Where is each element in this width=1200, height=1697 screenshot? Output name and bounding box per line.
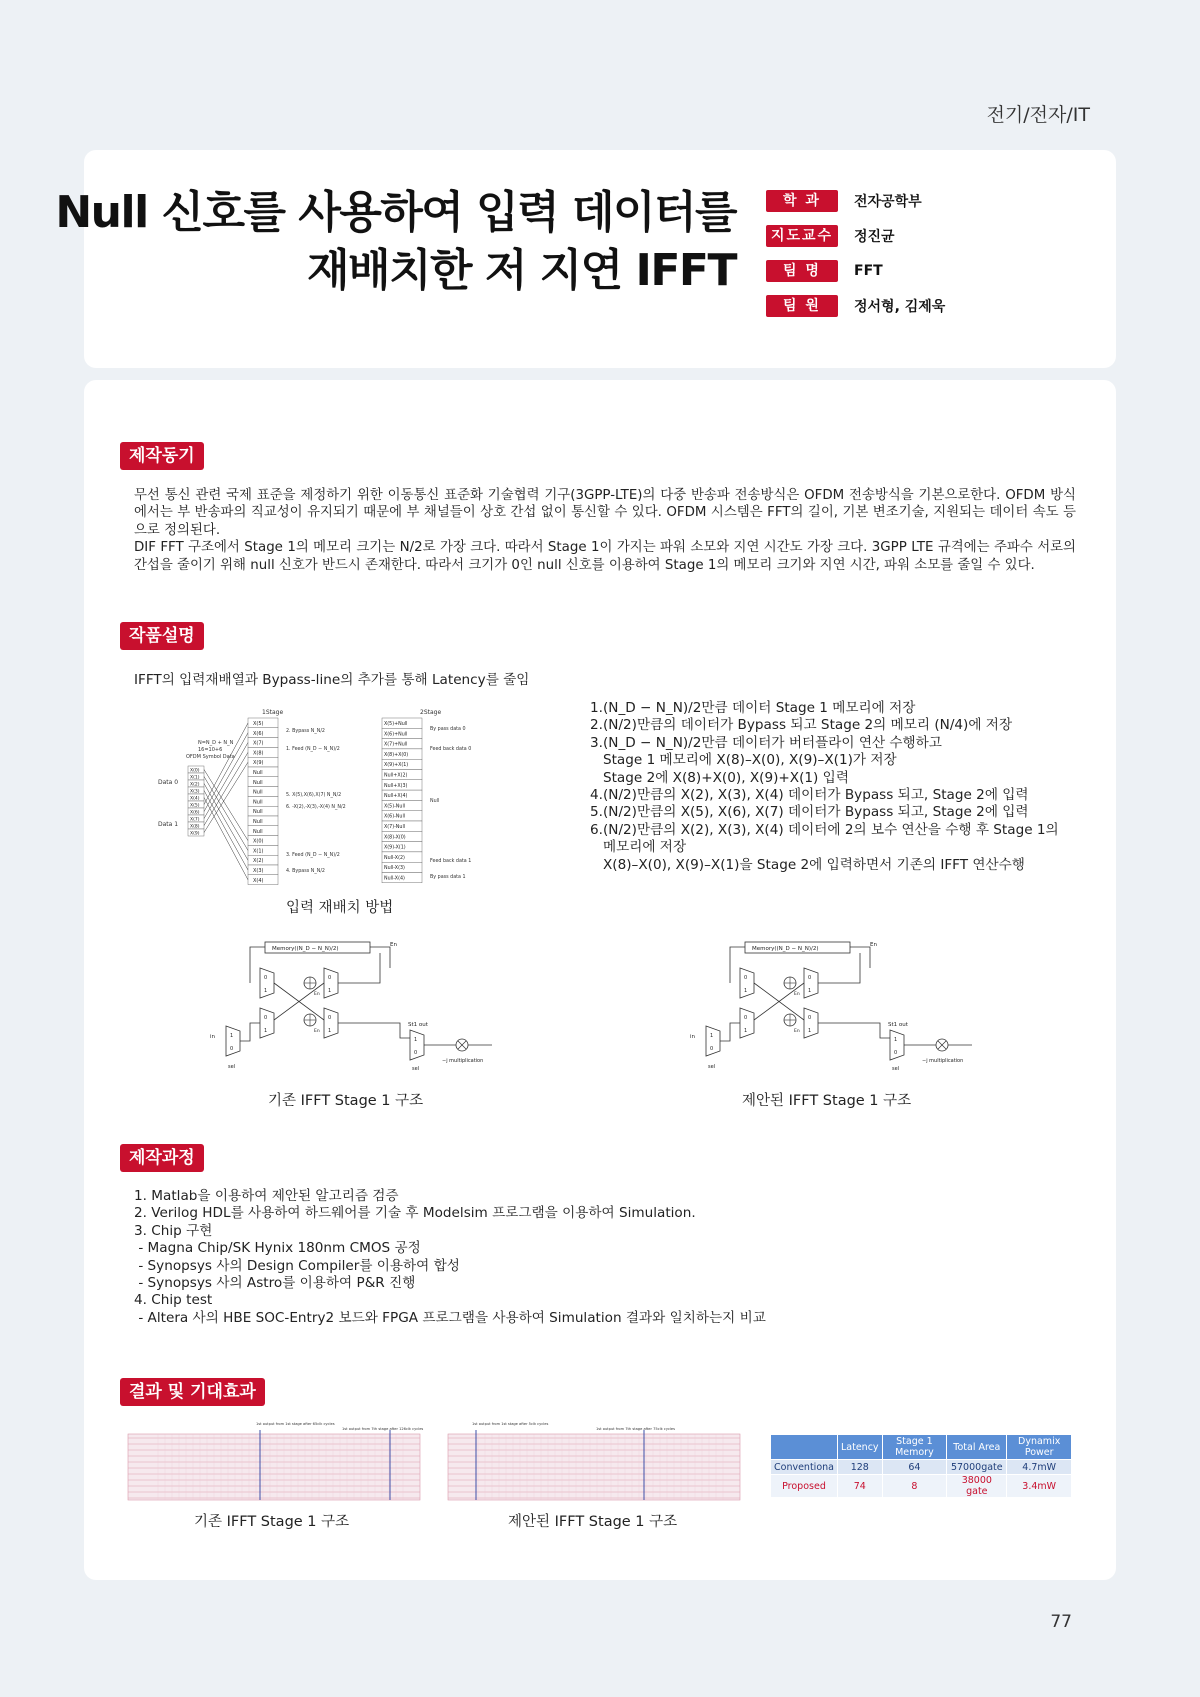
- wire: [338, 1023, 410, 1038]
- input-cell-text: X(4): [190, 796, 200, 802]
- right-note: Feed back data 1: [430, 859, 472, 864]
- table-cell: Conventiona: [771, 1460, 838, 1475]
- process-line: - Synopsys 사의 Design Compiler를 이용하여 합성: [134, 1257, 460, 1274]
- step-line: 3.(N_D − N_N)/2만큼 데이터가 버터플라이 연산 수행하고: [590, 734, 942, 751]
- process-line: 3. Chip 구현: [134, 1222, 213, 1239]
- mux-in-label: 1: [264, 988, 268, 994]
- stage1-cell-text: X(1): [253, 848, 264, 855]
- stage1-cell-text: X(4): [253, 877, 264, 884]
- mux-in-label: 0: [744, 1015, 748, 1021]
- en-small: En: [314, 992, 320, 997]
- stage1-cell-text: Null: [253, 770, 263, 776]
- stage2-cell-text: Null+X(3): [384, 783, 408, 789]
- wave1-caption: 기존 IFFT Stage 1 구조: [194, 1514, 350, 1530]
- mid-note: 4. Bypass N_N/2: [286, 869, 325, 874]
- table-row: [771, 1475, 1072, 1498]
- input-cell-text: X(0): [190, 768, 200, 774]
- stage2-cell-text: X(9)-X(1): [384, 845, 406, 851]
- data1-label: Data 1: [158, 821, 179, 828]
- mux-in-label: 1: [744, 1028, 748, 1034]
- mux-in-label: 1: [230, 1033, 234, 1039]
- st1-out-label: St1 out: [408, 1022, 428, 1028]
- mux-in-label: 1: [894, 1037, 898, 1043]
- page-title: [55, 184, 736, 300]
- reorder-caption: 입력 재배치 방법: [286, 900, 394, 916]
- stage1-cell-text: Null: [253, 819, 263, 825]
- conventional-stage1-diagram: [210, 938, 540, 1083]
- step-line: 1.(N_D − N_N)/2만큼 데이터 Stage 1 메모리에 저장: [590, 700, 916, 716]
- table-header: [771, 1435, 838, 1460]
- stage2-cell-text: X(8)+X(0): [384, 752, 409, 758]
- stage1-cell-text: X(0): [253, 838, 264, 845]
- motivation-text: [134, 487, 1076, 574]
- page-number: 77: [1050, 1612, 1072, 1632]
- stage2-cell-text: X(5)+Null: [384, 722, 408, 727]
- input-cell-text: X(7): [190, 817, 200, 823]
- mux-in-label: 0: [414, 1050, 418, 1056]
- mux-in-label: 0: [744, 975, 748, 981]
- mux-in-label: 0: [710, 1046, 714, 1052]
- table-header: Latency: [837, 1435, 882, 1460]
- st1-out-label: St1 out: [888, 1022, 908, 1028]
- title-line-1: Null 신호를 사용하여 입력 데이터를: [55, 187, 736, 238]
- mux-in-label: 0: [264, 975, 268, 981]
- stage2-cell-text: Null-X(3): [384, 866, 405, 872]
- input-cell-text: X(1): [190, 775, 200, 781]
- process-line: - Synopsys 사의 Astro를 이용하여 P&R 진행: [134, 1275, 416, 1292]
- table-cell: 128: [837, 1460, 882, 1475]
- stage2-cell-text: X(7)+Null: [384, 742, 408, 748]
- memory-label: Memory((N_D − N_N)/2): [272, 946, 339, 952]
- table-cell: 4.7mW: [1007, 1460, 1072, 1475]
- info-value: 정서형, 김제욱: [854, 299, 946, 315]
- input-cell-text: X(9): [190, 831, 200, 837]
- wire: [818, 953, 860, 983]
- table-row: [771, 1460, 1072, 1475]
- info-row-team-name: [766, 260, 945, 282]
- section-heading-motivation: 제작동기: [120, 442, 204, 470]
- stage2-cell-text: X(5)-Null: [384, 804, 406, 810]
- mux-in-label: 0: [230, 1046, 234, 1052]
- mux-in-label: 0: [328, 975, 332, 981]
- stage2-cell-text: X(7)-Null: [384, 825, 406, 830]
- description-intro-text: IFFT의 입력재배열과 Bypass-line의 추가를 통해 Latency를 줄임: [134, 672, 530, 688]
- info-label: 지도교수: [766, 225, 838, 247]
- input-cell-text: X(3): [190, 789, 200, 795]
- en-small: En: [794, 1029, 800, 1034]
- mux-in-label: 1: [328, 988, 332, 994]
- proposed-waveform: [448, 1420, 740, 1502]
- info-label: 팀 원: [766, 295, 838, 317]
- right-notes: [430, 726, 471, 880]
- step-line: 5.(N/2)만큼의 X(5), X(6), X(7) 데이터가 Bypass 되고, Stage 2에 입력: [590, 804, 1029, 821]
- stage1-cell-text: X(7): [253, 740, 264, 747]
- mult-label: −j multiplication: [442, 1058, 484, 1064]
- table-cell: 38000 gate: [947, 1475, 1007, 1498]
- mid-note: 1. Feed (N_D − N_N)/2: [286, 747, 340, 752]
- stage1-cell-text: Null: [253, 779, 263, 786]
- data0-label: Data 0: [158, 779, 179, 786]
- motivation-paragraph-1: 무선 통신 관련 국제 표준을 제정하기 위한 이동통신 표준화 기술협력 기구(3GPP-LTE)의 다중 반송파 전송방식은 OFDM 전송방식을 기본으로한다. OFDM 방식에서는 부 반송파의 직교성이 유지되기 때문에 부 채널들이 상호 간섭 없이 통신할 수 있다. OFDM 시스템은 FFT의 길이, 기본 변조기술, 지원되는 데이터 속도 등으로 정의된다.: [134, 488, 1076, 538]
- note-16: 16=10+6: [198, 747, 223, 753]
- proposed-stage1-diagram: [690, 938, 1020, 1083]
- conventional-caption: 기존 IFFT Stage 1 구조: [268, 1093, 424, 1109]
- wire: [720, 1023, 740, 1041]
- stage2-cell-text: Null+X(4): [384, 794, 408, 800]
- mux-in-label: 0: [808, 975, 812, 981]
- mux-in-label: 1: [264, 1028, 268, 1034]
- stage2-cell-text: Null-X(2): [384, 855, 405, 861]
- table-header: Dynamix Power: [1007, 1435, 1072, 1460]
- stage1-cell-text: X(9): [253, 760, 264, 767]
- step-line: Stage 2에 X(8)+X(0), X(9)+X(1) 입력: [590, 769, 849, 786]
- mux-in-label: 1: [808, 1028, 812, 1034]
- table-cell: 74: [837, 1475, 882, 1498]
- mux-in-label: 0: [328, 1015, 332, 1021]
- marker-text: 1st output from 1st stage after 5clk cycles: [472, 1422, 549, 1426]
- input-cell-text: X(2): [190, 782, 200, 788]
- right-note: Feed back data 0: [430, 747, 472, 752]
- en-label: En: [390, 942, 397, 948]
- wire: [338, 953, 380, 983]
- description-steps: [590, 700, 1059, 874]
- right-note: By pass data 0: [430, 727, 466, 732]
- wire: [818, 1023, 890, 1038]
- step-line: 4.(N/2)만큼의 X(2), X(3), X(4) 데이터가 Bypass 되고, Stage 2에 입력: [590, 787, 1029, 804]
- mux-in-label: 1: [414, 1037, 418, 1043]
- info-value: 전자공학부: [854, 194, 922, 210]
- results-table: [770, 1434, 1072, 1498]
- sel-label: sel: [228, 1064, 236, 1070]
- motivation-paragraph-2: DIF FFT 구조에서 Stage 1의 메모리 크기는 N/2로 가장 크다. 따라서 Stage 1이 가지는 파워 소모와 지연 시간도 가장 크다. 3GPP LTE 규격에는 주파수 서로의 간섭을 줄이기 위해 null 신호가 반드시 존재한다. 따라서 크기가 0인 null 신호를 이용하여 Stage 1의 메모리 크기와 지연 시간, 파워 소모를 줄일 수 있다.: [134, 540, 1076, 573]
- mux-in-label: 0: [894, 1050, 898, 1056]
- process-line: - Magna Chip/SK Hynix 180nm CMOS 공정: [134, 1240, 421, 1257]
- mid-note: 5. X(5),X(6),X(7) N_N/2: [286, 793, 342, 798]
- stage2-cell-text: X(8)-X(0): [384, 835, 406, 841]
- stage2-cell-text: X(6)+Null: [384, 732, 408, 738]
- input-cell-text: X(6): [190, 810, 200, 816]
- table-header: Stage 1 Memory: [882, 1435, 947, 1460]
- table-header-row: [771, 1435, 1072, 1460]
- mid-note: 6. -X(2),-X(3),-X(4) N_N/2: [286, 805, 346, 810]
- conventional-waveform: [128, 1420, 424, 1502]
- category-label: 전기/전자/IT: [986, 104, 1090, 126]
- right-note: Null: [430, 799, 440, 804]
- title-line-2: 재배치한 저 지연 IFFT: [307, 245, 736, 296]
- stage1-column: [248, 718, 278, 885]
- info-row-department: [766, 190, 945, 212]
- section-heading-results: 결과 및 기대효과: [120, 1378, 265, 1406]
- input-cell-text: X(5): [190, 803, 200, 809]
- process-list: [134, 1188, 766, 1327]
- info-row-advisor: [766, 225, 945, 247]
- stage1-cell-text: Null: [253, 789, 263, 796]
- proposed-caption: 제안된 IFFT Stage 1 구조: [742, 1093, 912, 1109]
- marker-text: 1st output from 7th stage after 75clk cycles: [596, 1427, 676, 1431]
- sel-label: sel: [892, 1066, 900, 1072]
- mux-in-label: 0: [808, 1015, 812, 1021]
- memory-label: Memory((N_D − N_N)/2): [752, 946, 819, 952]
- in-label: in: [210, 1034, 216, 1040]
- reorder-line: [204, 798, 248, 880]
- table-cell: 64: [882, 1460, 947, 1475]
- step-line: 2.(N/2)만큼의 데이터가 Bypass 되고 Stage 2의 메모리 (N/4)에 저장: [590, 717, 1013, 734]
- sel-label: sel: [412, 1066, 420, 1072]
- stage1-cell-text: X(8): [253, 750, 264, 757]
- step-line: 메모리에 저장: [590, 839, 687, 856]
- mult-label: −j multiplication: [922, 1058, 964, 1064]
- info-label: 팀 명: [766, 260, 838, 282]
- mux-in-label: 1: [328, 1028, 332, 1034]
- info-label: 학 과: [766, 190, 838, 212]
- mux-in-label: 1: [808, 988, 812, 994]
- mux-in-label: 1: [744, 988, 748, 994]
- stage1-cell-text: Null: [253, 809, 263, 816]
- table-cell: 3.4mW: [1007, 1475, 1072, 1498]
- process-line: 4. Chip test: [134, 1292, 213, 1309]
- stage1-head: 1Stage: [262, 709, 284, 716]
- sel-label: sel: [708, 1064, 716, 1070]
- in-label: in: [690, 1034, 696, 1040]
- note-n: N=N_D + N_N: [198, 740, 234, 746]
- step-line: 6.(N/2)만큼의 X(2), X(3), X(4) 데이터에 2의 보수 연산을 수행 후 Stage 1의: [590, 821, 1059, 838]
- process-line: 1. Matlab을 이용하여 제안된 알고리즘 검증: [134, 1188, 399, 1204]
- stage2-cell-text: X(6)-Null: [384, 814, 406, 820]
- mid-note: 3. Feed (N_D − N_N)/2: [286, 853, 340, 858]
- step-line: Stage 1 메모리에 X(8)–X(0), X(9)–X(1)가 저장: [590, 752, 897, 769]
- input-column: [188, 766, 204, 837]
- mid-note: 2. Bypass N_N/2: [286, 729, 325, 734]
- marker-text: 1st output from 1st stage after 65clk cycles: [256, 1422, 335, 1426]
- table-cell: 8: [882, 1475, 947, 1498]
- stage1-cell-text: X(2): [253, 858, 264, 865]
- info-value: 정진균: [854, 229, 895, 245]
- info-value: FFT: [854, 263, 883, 279]
- table-header: Total Area: [947, 1435, 1007, 1460]
- note-symbol: OFDM Symbol Data: [186, 754, 235, 760]
- input-cell-text: X(8): [190, 824, 200, 830]
- stage2-cell-text: Null+X(2): [384, 773, 408, 779]
- project-info: [766, 190, 945, 330]
- stage1-cell-text: X(5): [253, 721, 264, 727]
- stage2-head: 2Stage: [420, 709, 442, 716]
- stage1-cell-text: X(6): [253, 730, 264, 737]
- title-card: [55, 150, 1116, 368]
- en-label: En: [870, 942, 877, 948]
- input-reorder-diagram: [150, 706, 530, 896]
- section-heading-description: 작품설명: [120, 622, 204, 650]
- table-cell: Proposed: [771, 1475, 838, 1498]
- stage2-cell-text: X(9)+X(1): [384, 763, 409, 769]
- description-intro: [134, 672, 529, 689]
- section-heading-process: 제작과정: [120, 1144, 204, 1172]
- right-note: By pass data 1: [430, 875, 466, 880]
- process-line: - Altera 사의 HBE SOC-Entry2 보드와 FPGA 프로그램을 사용하여 Simulation 결과와 일치하는지 비교: [134, 1309, 766, 1326]
- stage2-column: [382, 718, 422, 883]
- marker-text: 1st output from 7th stage after 126clk cycles: [342, 1427, 424, 1431]
- step-line: X(8)–X(0), X(9)–X(1)을 Stage 2에 입력하면서 기존의 IFFT 연산수행: [590, 856, 1025, 873]
- en-small: En: [794, 992, 800, 997]
- stage1-cell-text: Null: [253, 799, 263, 806]
- info-row-members: [766, 295, 945, 317]
- en-small: En: [314, 1029, 320, 1034]
- table-cell: 57000gate: [947, 1460, 1007, 1475]
- mid-notes: [286, 728, 346, 874]
- wire: [240, 1023, 260, 1041]
- process-line: 2. Verilog HDL를 사용하여 하드웨어를 기술 후 Modelsim 프로그램을 이용하여 Simulation.: [134, 1205, 696, 1222]
- stage2-cell-text: Null-X(4): [384, 876, 405, 882]
- stage1-cell-text: Null: [253, 828, 263, 835]
- mux-in-label: 0: [264, 1015, 268, 1021]
- wave2-caption: 제안된 IFFT Stage 1 구조: [508, 1514, 678, 1530]
- mux-in-label: 1: [710, 1033, 714, 1039]
- reorder-line: [204, 777, 248, 851]
- stage1-cell-text: X(3): [253, 868, 264, 874]
